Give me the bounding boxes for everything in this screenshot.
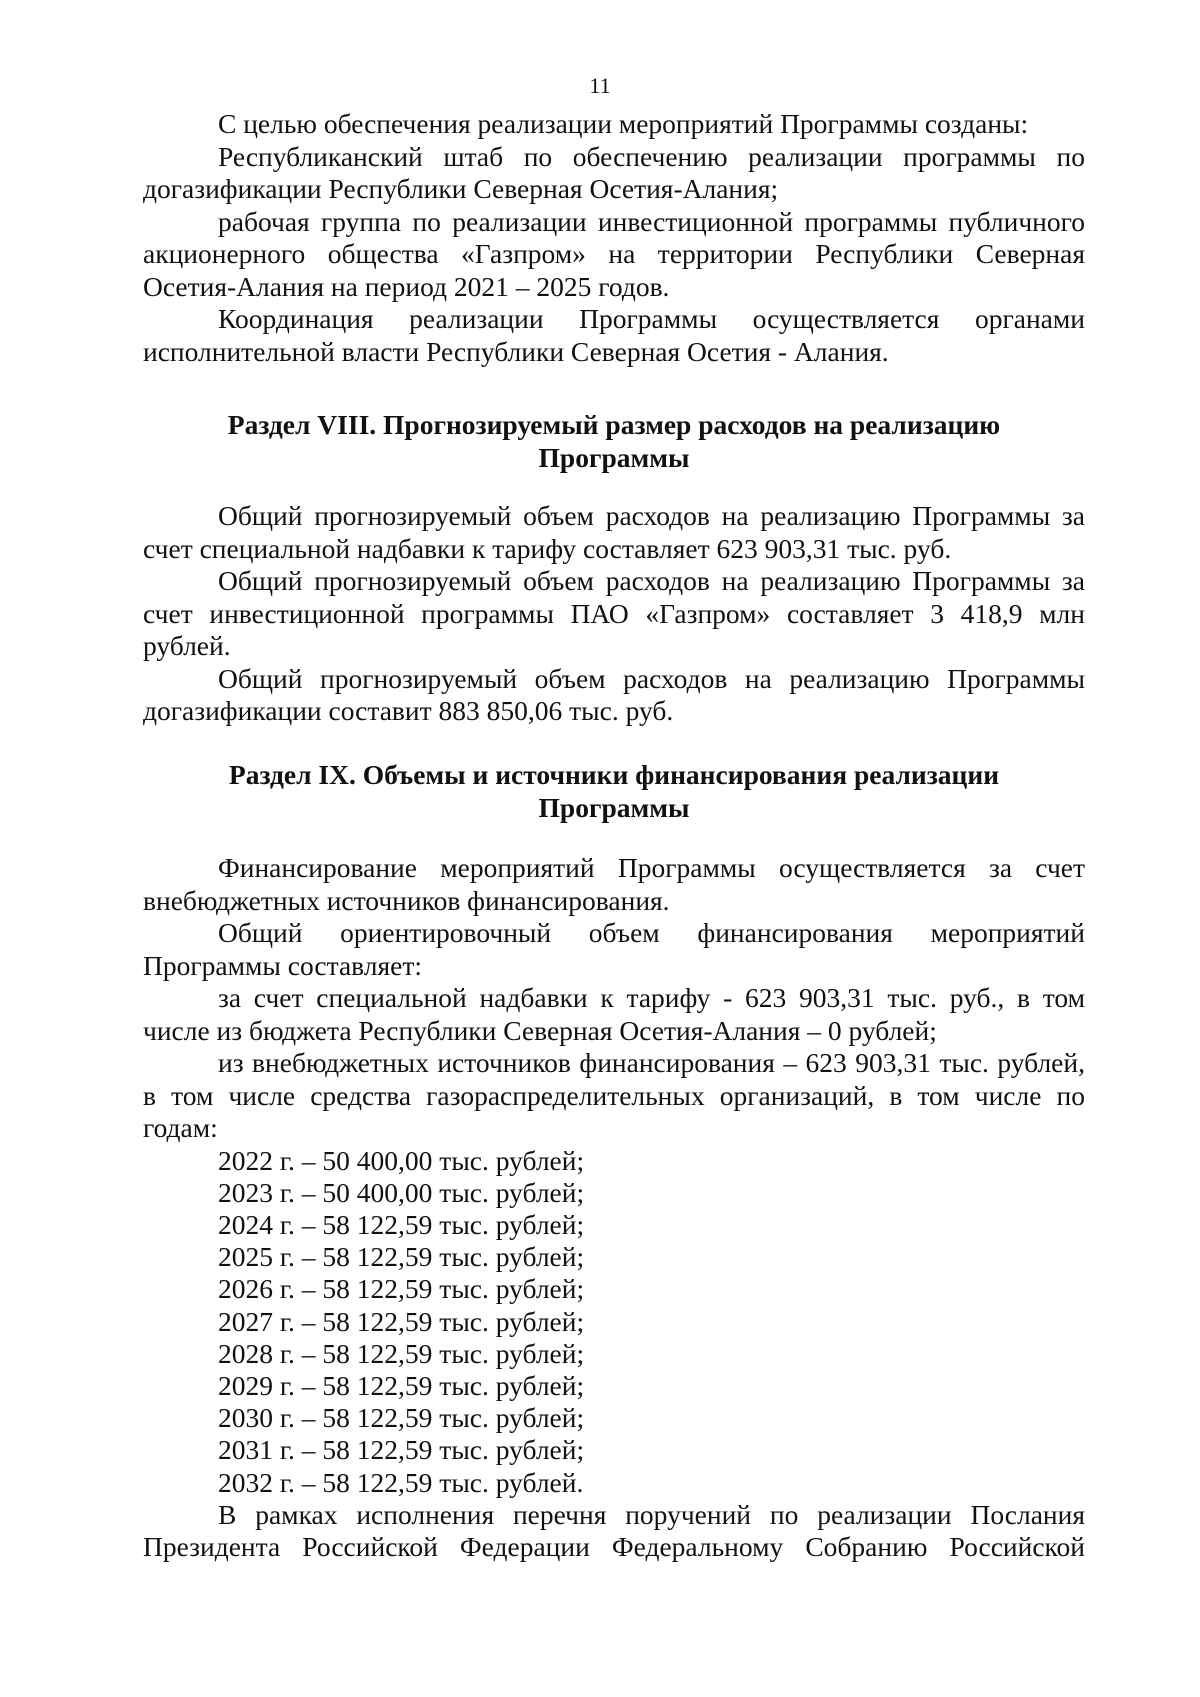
section-9-paragraph: Финансирование мероприятий Программы осуществляется за счет внебюджетных источников финансирования. xyxy=(143,852,1085,916)
section-8-title-line: Программы xyxy=(538,442,690,473)
list-item: 2028 г. – 58 122,59 тыс. рублей; xyxy=(218,1337,585,1369)
intro-paragraph: С целью обеспечения реализации мероприятий Программы созданы: xyxy=(218,108,1029,139)
intro-block xyxy=(143,108,1085,368)
section-9-heading xyxy=(143,758,1085,824)
section-9-paragraph: за счет специальной надбавки к тарифу - 623 903,31 тыс. руб., в том числе из бюджета Республики Северная Осетия-Алания – 0 рублей; xyxy=(143,982,1085,1046)
intro-paragraph: Координация реализации Программы осуществляется органами исполнительной власти Республики Северная Осетия - Алания. xyxy=(143,303,1085,367)
section-9-paragraph: из внебюджетных источников финансирования – 623 903,31 тыс. рублей, в том числе средства газораспределительных организаций, в том числе по годам: xyxy=(143,1047,1085,1143)
intro-paragraph: Республиканский штаб по обеспечению реализации программы по догазификации Республики Северная Осетия-Алания; xyxy=(143,140,1085,204)
list-item: 2023 г. – 50 400,00 тыс. рублей; xyxy=(218,1176,585,1208)
intro-paragraph: рабочая группа по реализации инвестиционной программы публичного акционерного общества «Газпром» на территории Республики Северная Осетия-Алания на период 2021 – 2025 годов. xyxy=(143,205,1085,302)
closing-paragraph: В рамках исполнения перечня поручений по реализации Послания Президента Российской Федерации Федеральному Собранию Российской xyxy=(143,1498,1085,1563)
list-item: 2024 г. – 58 122,59 тыс. рублей; xyxy=(218,1208,585,1240)
section-8-paragraph: Общий прогнозируемый объем расходов на реализацию Программы за счет инвестиционной программы ПАО «Газпром» составляет 3 418,9 млн рублей. xyxy=(143,565,1085,661)
section-8-body xyxy=(143,500,1085,728)
funding-by-year-list xyxy=(143,1145,1085,1499)
section-8-paragraph: Общий прогнозируемый объем расходов на реализацию Программы догазификации составит 883 850,06 тыс. руб. xyxy=(143,662,1085,726)
section-8-paragraph: Общий прогнозируемый объем расходов на реализацию Программы за счет специальной надбавки к тарифу составляет 623 903,31 тыс. руб. xyxy=(143,500,1085,564)
section-9-paragraph: Общий ориентировочный объем финансирования мероприятий Программы составляет: xyxy=(143,917,1085,981)
section-8-title-line: Раздел VIII. Прогнозируемый размер расходов на реализацию xyxy=(227,409,1001,440)
section-9-title-line: Программы xyxy=(538,792,690,823)
list-item: 2022 г. – 50 400,00 тыс. рублей; xyxy=(218,1144,585,1176)
list-item: 2032 г. – 58 122,59 тыс. рублей. xyxy=(218,1466,584,1498)
section-9-body xyxy=(143,852,1085,1564)
page-number: 11 xyxy=(589,73,611,98)
list-item: 2026 г. – 58 122,59 тыс. рублей; xyxy=(218,1273,585,1305)
list-item: 2029 г. – 58 122,59 тыс. рублей; xyxy=(218,1369,585,1401)
list-item: 2025 г. – 58 122,59 тыс. рублей; xyxy=(218,1241,585,1273)
section-9-title-line: Раздел IX. Объемы и источники финансирования реализации xyxy=(228,759,1000,790)
list-item: 2027 г. – 58 122,59 тыс. рублей; xyxy=(218,1305,585,1337)
section-8-heading xyxy=(143,408,1085,474)
list-item: 2031 г. – 58 122,59 тыс. рублей; xyxy=(218,1434,585,1466)
list-item: 2030 г. – 58 122,59 тыс. рублей; xyxy=(218,1402,585,1434)
